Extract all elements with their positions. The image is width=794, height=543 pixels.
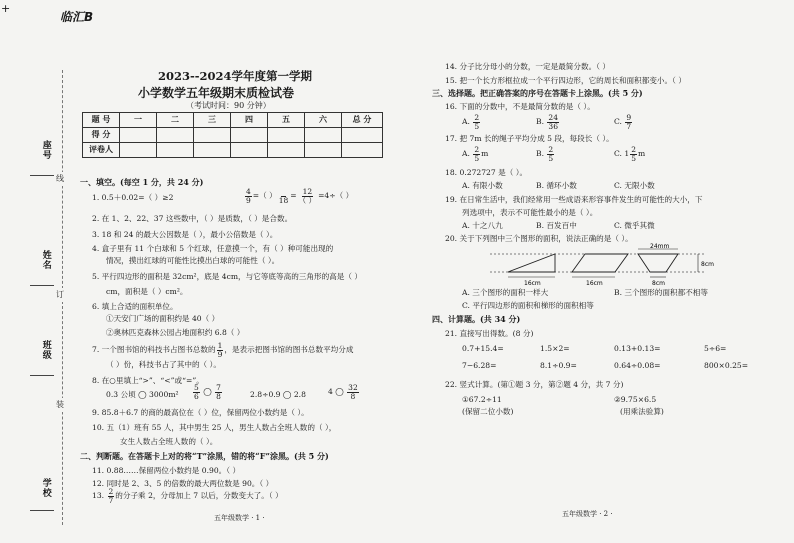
label-base-1: 16cm [524, 280, 541, 287]
question-22b: ②9.75×6.5 [614, 395, 657, 404]
question-20-option-a: A. 三个图形的面积一样大 [462, 288, 549, 297]
calc-row-1-col-1: 0.7+15.4= [462, 344, 504, 353]
page-footer-left: 五年级数学 · 1 · [214, 514, 265, 522]
question-10b: 女生人数占全班人数的（ ）。 [120, 437, 218, 446]
score-table [82, 112, 383, 158]
seal-word-ding: 订 [56, 288, 64, 302]
question-16: 16. 下面的分数中，不是最简分数的是（ ）。 [445, 102, 595, 111]
score-cell: 一 [120, 113, 157, 128]
question-20: 20. 关于下列图中三个图形的面积，说法正确的是（ ）。 [445, 234, 633, 243]
question-4b: 情况，摸出红球的可能性比摸出白球的可能性（ ）。 [106, 256, 280, 265]
question-20-option-b: B. 三个图形的面积都不相等 [614, 288, 708, 297]
question-14: 14. 分子比分母小的分数，一定是最简分数。（ ） [445, 62, 610, 71]
question-12: 12. 同时是 2、3、5 的倍数的最大两位数是 90。（ ） [92, 479, 274, 488]
question-19-option-b: B. 百发百中 [536, 221, 577, 230]
question-19-option-c: C. 微乎其微 [614, 221, 655, 230]
question-8a: 0.3 公顷 ◯ 3000m² [106, 390, 179, 399]
school-line [30, 510, 54, 511]
calc-row-1-col-2: 1.5×2= [540, 344, 570, 353]
shapes-figure [480, 244, 712, 286]
question-7b: （ ）份，科技书占了其中的（ ）。 [106, 360, 221, 369]
question-21: 21. 直接写出得数。(8 分) [445, 329, 534, 338]
question-8c: 2.8÷0.9 ◯ 2.8 [250, 390, 306, 399]
question-4a: 4. 盒子里有 11 个白球和 5 个红球，任意摸一个，有（ ）种可能出现的 [92, 244, 334, 253]
score-cell: 五 [268, 113, 305, 128]
question-8d: 4 ◯ $\frac{32}{8}$ [328, 383, 358, 401]
score-cell: 二 [157, 113, 194, 128]
question-6a: ①天安门广场的面积约是 40（ ） [106, 314, 220, 323]
question-18: 18. 0.272727 是（ ）。 [445, 168, 528, 177]
page-footer-right: 五年级数学 · 2 · [562, 510, 613, 518]
question-18-option-b: B. 循环小数 [536, 181, 577, 190]
question-3: 3. 18 和 24 的最大公因数是（ ），最小公倍数是（ ）。 [92, 230, 278, 239]
question-10a: 10. 五（1）班有 55 人，其中男生 25 人，男生人数占全班人数的（ ）， [92, 423, 337, 432]
name-line [30, 285, 54, 286]
question-19b: 列选项中，表示不可能性最小的是（ ）。 [462, 208, 598, 217]
question-1b: $\frac{4}{9}$ =（ ） 18 = $\frac{12}{( )}$ =4÷（ ） [246, 187, 354, 205]
question-22b-note: (用乘法验算) [620, 407, 664, 416]
name-label: 姓名 [40, 250, 51, 270]
seal-word-xian: 线 [56, 172, 64, 186]
calc-row-2-col-4: 800×0.25= [704, 361, 749, 370]
section-2-heading: 二、判断题。在答题卡上对的将“T”涂黑，错的将“F”涂黑。(共 5 分) [80, 451, 329, 461]
seat-number-label: 座号 [40, 140, 51, 160]
score-row-label: 得 分 [83, 128, 120, 143]
question-22a: ①67.2÷11 [462, 395, 502, 404]
score-table-row [83, 143, 383, 158]
question-6: 6. 填上合适的面积单位。 [92, 302, 178, 311]
question-18-option-a: A. 有限小数 [462, 181, 503, 190]
question-19a: 19. 在日常生活中，我们经常用一些成语来形容事件发生的可能性的大小，下 [445, 195, 703, 204]
exam-title: 2023--2024学年度第一学期 [158, 69, 313, 83]
question-7a: 7. 一个图书馆的科技书占图书总数的 $\frac{1}{9}$ ，是表示把图书馆的图书总数平均分成 [92, 341, 354, 359]
label-base-3: 8cm [652, 280, 665, 287]
score-cell: 六 [305, 113, 342, 128]
question-2: 2. 在 1、2、22、37 这些数中，（ ）是质数，（ ）是合数。 [92, 214, 293, 223]
question-22: 22. 竖式计算。(第①题 3 分，第②题 4 分，共 7 分) [445, 380, 624, 389]
calc-row-2-col-1: 7−6.28= [462, 361, 497, 370]
handwritten-note: 临汇B [60, 10, 94, 24]
question-16-option-b: B. $\frac{24}{36}$ [536, 113, 558, 131]
label-top: 24mm [650, 243, 670, 250]
seal-word-zhuang: 装 [56, 398, 64, 412]
question-5b: cm，面积是（ ）cm²。 [106, 287, 188, 296]
question-8: 8. 在○里填上“>”、“<”或“=”。 [92, 376, 204, 385]
trapezoid-shape [638, 254, 678, 272]
calc-row-1-col-4: 5÷6= [704, 344, 727, 353]
section-1-heading: 一、填空。(每空 1 分，共 24 分) [80, 177, 204, 187]
label-base-2: 16cm [586, 280, 603, 287]
score-cell: 三 [194, 113, 231, 128]
section-3-heading: 三、选择题。把正确答案的序号在答题卡上涂黑。(共 5 分) [432, 88, 643, 98]
question-8b: $\frac{5}{6}$ ◯ $\frac{7}{8}$ [194, 383, 221, 401]
question-15: 15. 把一个长方形框拉成一个平行四边形，它的周长和面积都变小。（ ） [445, 76, 686, 85]
exam-subtitle: 小学数学五年级期末质检试卷 [138, 86, 295, 100]
question-16-options: A. $\frac{2}{5}$ [462, 113, 480, 131]
parallelogram-shape [572, 254, 628, 272]
question-9: 9. 85.8＋6.7 的商的最高位在（ ）位，保留两位小数约是（ ）。 [92, 408, 309, 417]
triangle-shape [508, 254, 555, 272]
question-17-option-a: A. $\frac{2}{5}$ m [462, 145, 489, 163]
question-16-option-c: C. $\frac{9}{7}$ [614, 113, 632, 131]
question-20-option-c: C. 平行四边形的面积和梯形的面积相等 [462, 301, 594, 310]
question-6b: ②奥林匹克森林公园占地面积约 6.8（ ） [106, 328, 245, 337]
class-label: 班级 [40, 340, 51, 360]
score-cell: 题 号 [83, 113, 120, 128]
question-17-option-b: B. $\frac{2}{5}$ [536, 145, 554, 163]
class-line [30, 375, 54, 376]
calc-row-2-col-3: 0.64÷0.08= [614, 361, 661, 370]
crop-mark: + [1, 2, 11, 15]
calc-row-1-col-3: 0.13+0.13= [614, 344, 661, 353]
question-1a: 1. 0.5＋0.02=（ ）≥2 [92, 193, 174, 202]
section-4-heading: 四、计算题。(共 34 分) [432, 314, 521, 324]
exam-time: （考试时间：90 分钟） [186, 101, 271, 110]
school-label: 学校 [40, 478, 51, 498]
question-11: 11. 0.88……保留两位小数约是 0.90。（ ） [92, 466, 241, 475]
question-13: 13. $\frac{2}{7}$ 的分子乘 2，分母加上 7 以后，分数变大了。（ ） [92, 487, 283, 505]
label-height: 8cm [701, 261, 714, 268]
score-cell: 总 分 [342, 113, 383, 128]
seat-number-line [30, 175, 54, 176]
calc-row-2-col-2: 8.1÷0.9= [540, 361, 577, 370]
score-table-header-row [83, 113, 383, 128]
score-table-row [83, 128, 383, 143]
question-17: 17. 把 7m 长的绳子平均分成 5 段，每段长（ ）。 [445, 134, 614, 143]
question-5a: 5. 平行四边形的面积是 32cm²，底是 4cm，与它等底等高的三角形的高是（ ） [92, 272, 362, 281]
score-row-label: 评卷人 [83, 143, 120, 158]
question-22a-note: (保留二位小数) [462, 407, 514, 416]
question-17-option-c: C. 1 $\frac{2}{5}$ m [614, 145, 646, 163]
question-18-option-c: C. 无限小数 [614, 181, 655, 190]
question-19-option-a: A. 十之八九 [462, 221, 503, 230]
score-cell: 四 [231, 113, 268, 128]
